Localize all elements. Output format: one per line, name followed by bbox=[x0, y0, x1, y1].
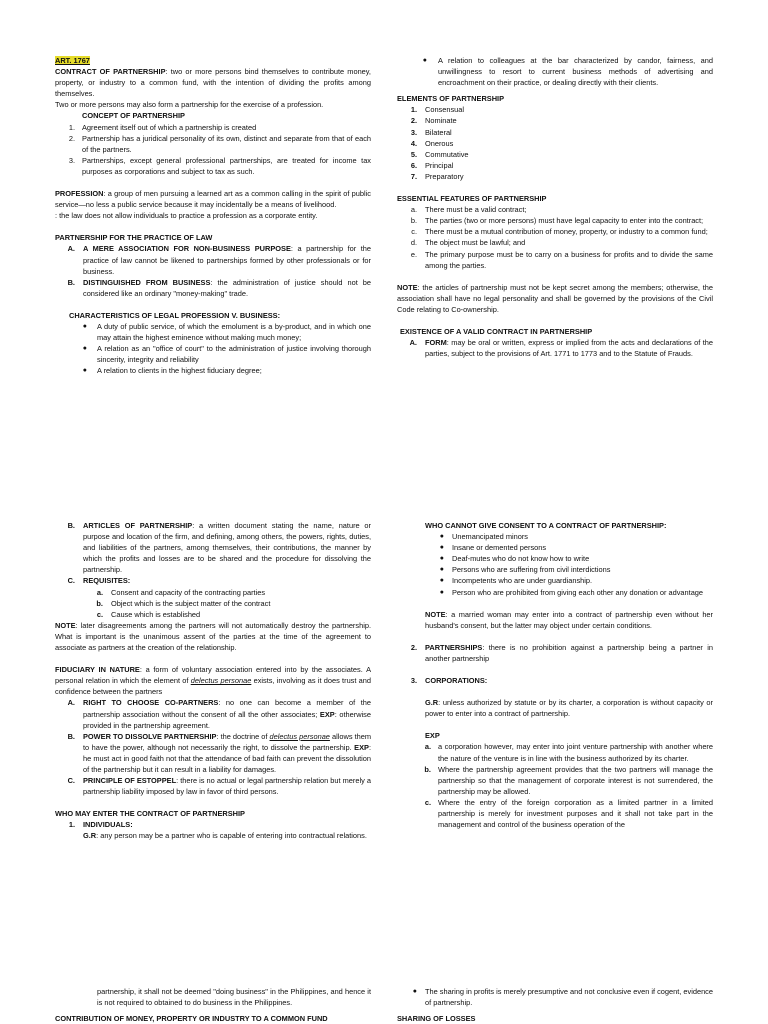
list-item: ● A relation to colleagues at the bar characterized by candor, fairness, and unwillingness to resort to current business methods of advertising and encroachment on their practice, or dealing directly with their clients. bbox=[422, 56, 713, 88]
practice-heading: PARTNERSHIP FOR THE PRACTICE OF LAW bbox=[55, 233, 213, 243]
list-item: B. POWER TO DISSOLVE PARTNERSHIP: the doctrine of delectus personae allows them to have the power, although not necessarily the right, to dissolve the partnership. EXP: he must act in good faith not that the attendance of bad faith can prevent the dissolution of the partnership but it can result in a liability for damages. bbox=[67, 731, 372, 774]
page3-right-column bbox=[397, 986, 713, 1024]
elements-heading: ELEMENTS OF PARTNERSHIP bbox=[397, 94, 505, 104]
list-item: ● Person who are prohibited from giving each other any donation or advantage bbox=[439, 587, 704, 597]
list-item: A. RIGHT TO CHOOSE CO-PARTNERS: no one can become a member of the partnership association without the consent of all the other associates; EXP: otherwise provided in the partnership agreement. bbox=[67, 698, 371, 730]
contract-definition: CONTRACT OF PARTNERSHIP: two or more persons bind themselves to contribute money, property, or industry to a common fund, with the intention of dividing the profits among themselves. bbox=[55, 67, 371, 99]
who-cannot-heading: WHO CANNOT GIVE CONSENT TO A CONTRACT OF PARTNERSHIP: bbox=[425, 521, 667, 530]
contribution-heading: CONTRIBUTION OF MONEY, PROPERTY OR INDUSTRY TO A COMMON FUND bbox=[55, 1014, 328, 1024]
who-may-enter-heading: WHO MAY ENTER THE CONTRACT OF PARTNERSHIP bbox=[55, 809, 245, 819]
colleagues-bullet bbox=[397, 55, 713, 88]
corporations-list bbox=[397, 675, 713, 686]
list-item: c. There must be a mutual contribution of money, property, or industry to a common fund; bbox=[411, 227, 708, 237]
list-item: b. The parties (two or more persons) must have legal capacity to enter into the contract; bbox=[410, 216, 704, 226]
characteristics-heading: CHARACTERISTICS OF LEGAL PROFESSION V. BUSINESS: bbox=[69, 310, 281, 320]
list-item: a. Consent and capacity of the contracting parties bbox=[96, 587, 266, 597]
page3-left-column bbox=[55, 986, 371, 1024]
individuals-gr: G.R: any person may be a partner who is capable of entering into contractual relations. bbox=[83, 831, 367, 841]
page-1 bbox=[0, 0, 768, 500]
concept-heading: CONCEPT OF PARTNERSHIP bbox=[82, 111, 185, 121]
list-item: 2. Partnership has a juridical personality of its own, distinct and separate from that of each of the partners. bbox=[68, 133, 371, 154]
list-item: 2. Nominate bbox=[410, 116, 457, 126]
profession-definition: PROFESSION: a group of men pursuing a learned art as a common calling in the spirit of public service—no less a public service because it may incidentally be a means of livelihood. bbox=[55, 189, 371, 210]
existence-heading: EXISTENCE OF A VALID CONTRACT IN PARTNERSHIP bbox=[400, 326, 593, 336]
essential-heading: ESSENTIAL FEATURES OF PARTNERSHIP bbox=[397, 194, 547, 204]
list-item: ● A relation to clients in the highest fiduciary degree; bbox=[82, 366, 262, 376]
page1-right-column bbox=[397, 55, 713, 359]
list-item: B. ARTICLES OF PARTNERSHIP: a written document stating the name, nature or purpose and location of the firm, and defining, among others, the powers, rights, duties, and liabilities of the partners, among themselves, their contributions, the manner by which the profits and losses are to be shared and the procedure for dissolving the partnership. bbox=[67, 521, 372, 575]
list-item: 7. Preparatory bbox=[410, 171, 464, 181]
fiduciary-list bbox=[55, 697, 371, 797]
list-item: 6. Principal bbox=[410, 160, 454, 170]
list-item: ● A relation as an "office of court" to the administration of justice involving thorough sincerity, integrity and reliability bbox=[82, 344, 371, 365]
list-item: e. The primary purpose must be to carry on a business for profits and to divide the same among the parties. bbox=[410, 249, 713, 270]
list-item: A. FORM: may be oral or written, express or implied from the acts and declarations of the parties, subject to the provisions of Art. 1771 to 1773 and to the Statute of Frauds. bbox=[409, 338, 713, 359]
list-item: c. Cause which is established bbox=[96, 609, 201, 619]
entities-list bbox=[397, 642, 713, 664]
list-item: ● Persons who are suffering from civil interdictions bbox=[439, 565, 611, 575]
list-item: 3. CORPORATIONS: bbox=[410, 676, 488, 686]
list-item: C. PRINCIPLE OF ESTOPPEL: there is no actual or legal partnership relation but merely a partnership liability imposed by law in favor of third persons. bbox=[67, 776, 371, 797]
disagreements-note: NOTE: later disagreements among the partners will not automatically destroy the partnership. What is important is the unanimous assent of the parties at the time of the agreement to associate as partners at the creation of the relationship. bbox=[55, 620, 371, 653]
existence-list bbox=[397, 337, 713, 359]
article-label: ART. 1767 bbox=[55, 56, 90, 65]
articles-secret-note: NOTE: the articles of partnership must not be kept secret among the members; otherwise, the association shall have no legal personality and shall be governed by the provisions of the Civil Code relating to Co-ownership. bbox=[397, 282, 713, 314]
list-item: 2. PARTNERSHIPS: there is no prohibition against a partnership being a partner in another partnership bbox=[410, 642, 713, 663]
concept-list bbox=[55, 122, 371, 177]
list-item: 5. Commutative bbox=[410, 149, 469, 159]
characteristics-list bbox=[55, 321, 371, 376]
fiduciary-definition: FIDUCIARY IN NATURE: a form of voluntary association entered into by the associates. A personal relation in which the element of delectus personae exists, involving as it does trust and confidence between the partners bbox=[55, 665, 372, 697]
list-item: 1. Consensual bbox=[410, 105, 465, 115]
essential-list bbox=[397, 204, 713, 271]
page2-left-column bbox=[55, 520, 371, 842]
corporations-gr: G.R: unless authorized by statute or by its charter, a corporation is without capacity or power to enter into a contract of partnership. bbox=[425, 698, 713, 719]
list-item: ● Deaf-mutes who do not know how to write bbox=[439, 554, 590, 564]
exp-list bbox=[397, 741, 713, 830]
list-item: d. The object must be lawful; and bbox=[410, 238, 526, 248]
page1-left-column bbox=[55, 55, 371, 376]
list-item: 1. Agreement itself out of which a partnership is created bbox=[68, 122, 257, 132]
list-item: 4. Onerous bbox=[410, 138, 454, 148]
list-item: B. DISTINGUISHED FROM BUSINESS: the administration of justice should not be considered like an ordinary "money-making" trade. bbox=[67, 277, 371, 298]
contract-definition-2: Two or more persons may also form a partnership for the exercise of a profession. bbox=[55, 100, 324, 110]
list-item: c. Where the entry of the foreign corporation as a limited partner in a limited partnership is merely for investment purposes and it shall not take part in the management and control of the business operation of the bbox=[424, 797, 713, 830]
page-3 bbox=[0, 984, 768, 1024]
list-item: ● Unemancipated minors bbox=[439, 532, 528, 542]
exp-heading: EXP bbox=[425, 731, 440, 741]
list-item: ● A duty of public service, of which the emolument is a by-product, and in which one may attain the highest eminence without making much money; bbox=[82, 321, 371, 343]
list-item: 1. INDIVIDUALS: bbox=[68, 820, 133, 830]
list-item: a. There must be a valid contract; bbox=[410, 205, 527, 215]
list-item: A. A MERE ASSOCIATION FOR NON-BUSINESS PURPOSE: a partnership for the practice of law cannot be likened to partnerships formed by other professionals or for business. bbox=[67, 244, 371, 276]
list-item: ● Insane or demented persons bbox=[439, 543, 547, 553]
list-item: 3. Bilateral bbox=[410, 127, 452, 137]
continuation-text: partnership, it shall not be deemed "doing business" in the Philippines, and hence it is not required to obtained to do business in the Philippines. bbox=[97, 987, 371, 1008]
list-item: C. REQUISITES: bbox=[67, 576, 131, 586]
page2-right-column bbox=[397, 520, 713, 830]
sharing-profits-bullet bbox=[397, 986, 713, 1008]
list-item: ● Incompetents who are under guardianship. bbox=[439, 576, 593, 586]
sharing-losses-heading: SHARING OF LOSSES bbox=[397, 1014, 476, 1024]
requisites-list bbox=[55, 587, 371, 620]
married-woman-note: NOTE: a married woman may enter into a contract of partnership even without her husband's consent, but the latter may object under certain conditions. bbox=[425, 609, 713, 630]
list-item: b. Where the partnership agreement provides that the two partners will manage the partnership so that the management of corporate interest is not surrendered, the partnership may be allowed. bbox=[424, 764, 713, 796]
list-item: ● The sharing in profits is merely presumptive and not conclusive even if cogent, evidence of partnership. bbox=[412, 987, 713, 1008]
who-may-enter-list bbox=[55, 819, 371, 830]
who-cannot-list bbox=[397, 531, 713, 598]
articles-list bbox=[55, 520, 371, 587]
page-2 bbox=[0, 518, 768, 958]
elements-list bbox=[397, 104, 713, 182]
profession-note: : the law does not allow individuals to practice a profession as a corporate entity. bbox=[55, 211, 318, 221]
list-item: a. a corporation however, may enter into joint venture partnership with another where the nature of the venture is in line with the business authorized by its charter. bbox=[424, 742, 713, 763]
list-item: 3. Partnerships, except general professional partnerships, are treated for income tax purposes as corporations and subject to tax as such. bbox=[68, 155, 371, 176]
list-item: b. Object which is the subject matter of the contract bbox=[96, 598, 271, 608]
practice-list bbox=[55, 243, 371, 298]
